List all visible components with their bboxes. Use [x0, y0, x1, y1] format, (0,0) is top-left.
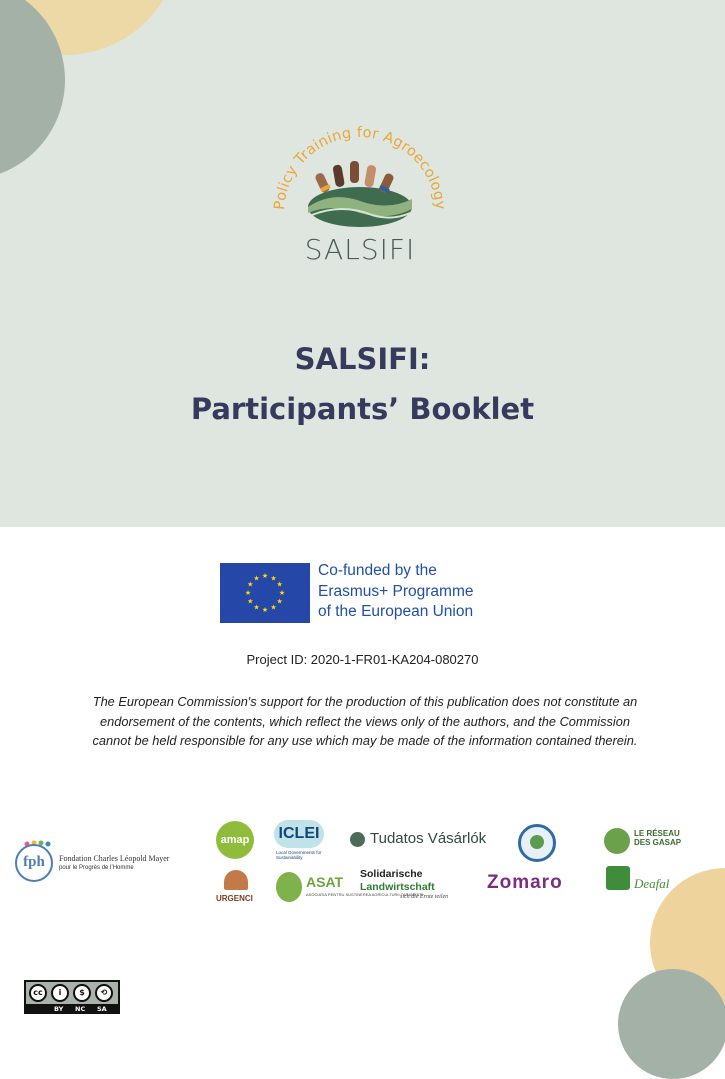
- eu-flag-icon: [220, 563, 310, 623]
- partner-logo-iclei: [274, 820, 332, 862]
- hands-icon: [530, 835, 544, 849]
- salsifi-logo: [262, 103, 458, 273]
- tudatos-name: Tudatos Vásárlók: [370, 830, 487, 847]
- salsifi-logo-emblem: [262, 103, 458, 233]
- page-title: [0, 334, 725, 434]
- partner-logo-fph: [15, 840, 190, 886]
- noncommercial-icon: $: [73, 984, 91, 1002]
- asat-sub: ASOCIATIA PENTRU SUSTINEREA AGRICULTURII TARANESTI: [306, 892, 423, 897]
- partner-logo-round-seal: [518, 824, 556, 862]
- svg-text:★: ★: [270, 574, 277, 583]
- eu-funding-block: [220, 561, 520, 625]
- urgenci-name: URGENCI: [216, 894, 253, 903]
- logo-arc-text: Policy Training for Agroecology: [271, 124, 449, 211]
- partner-logo-tudatos: [350, 830, 500, 852]
- basket-icon: [350, 832, 365, 847]
- cc-icon: cc: [29, 984, 47, 1002]
- svg-text:★: ★: [276, 580, 283, 589]
- hand-icon: [276, 872, 302, 902]
- cc-label-by: BY: [54, 1005, 64, 1013]
- svg-text:★: ★: [247, 597, 254, 606]
- deafal-name: Deafal: [634, 876, 670, 891]
- svg-text:★: ★: [278, 589, 286, 597]
- svg-text:★: ★: [253, 603, 260, 612]
- eu-line-2: Erasmus+ Programme: [318, 582, 474, 600]
- partner-logo-amap: amap: [216, 821, 254, 859]
- project-id: Project ID: 2020-1-FR01-KA204-080270: [246, 652, 479, 667]
- cover-panel: [0, 0, 725, 527]
- cc-license-labels: [26, 1004, 118, 1014]
- iclei-name: ICLEI: [274, 820, 324, 848]
- eu-funding-text: [318, 561, 518, 623]
- svg-text:★: ★: [244, 589, 252, 597]
- leaf-icon: [604, 828, 630, 854]
- fph-sub: pour le Progrès de l’Homme: [59, 865, 134, 871]
- cc-label-nc: NC: [75, 1005, 86, 1013]
- title-line-1: SALSIFI:: [294, 342, 431, 376]
- spiral-icon: [606, 866, 630, 890]
- partner-logo-urgenci: [216, 870, 256, 906]
- asat-name: ASAT: [306, 874, 344, 890]
- svg-text:★: ★: [247, 580, 254, 589]
- fph-mark: fph: [15, 844, 53, 882]
- eu-line-1: Co-funded by the: [318, 562, 437, 579]
- svg-text:★: ★: [276, 597, 283, 606]
- disclaimer: The European Commission's support for the production of this publication does not constitute an endorsement of the contents, which reflect the views only of the authors, and the Commission cannot be held responsible for any use which may be made of the information contained therein.: [92, 694, 638, 749]
- fph-name: Fondation Charles Léopold Mayer: [59, 854, 170, 863]
- decorative-circle-grey-bottom: [618, 969, 725, 1079]
- cc-license-badge: [24, 980, 120, 1014]
- svg-text:★: ★: [253, 574, 260, 583]
- solawi-line-1: Solidarische: [360, 868, 423, 880]
- attribution-icon: i: [51, 984, 69, 1002]
- partner-logo-solawi: [360, 868, 470, 902]
- partner-logo-gasap: [604, 826, 694, 856]
- iclei-sub: Local Governments for Sustainability: [276, 850, 322, 860]
- svg-text:★: ★: [270, 603, 277, 612]
- urgenci-icon: [224, 870, 248, 890]
- cc-license-top: [26, 982, 118, 1004]
- sharealike-icon: ⟲: [95, 984, 113, 1002]
- svg-text:★: ★: [261, 572, 269, 580]
- zomaro-name: Zomaro: [487, 872, 563, 893]
- svg-text:★: ★: [261, 606, 269, 614]
- solawi-line-2: Landwirtschaft: [360, 881, 435, 893]
- eu-line-3: of the European Union: [318, 603, 474, 620]
- title-line-2: Participants’ Booklet: [190, 392, 535, 426]
- logo-name: SALSIFI: [304, 233, 416, 266]
- partner-logo-zomaro: [487, 872, 587, 900]
- solawi-tagline: sich die Ernte teilen: [400, 894, 449, 900]
- cc-label-sa: SA: [97, 1005, 107, 1013]
- gasap-name: LE RÉSEAU DES GASAP: [634, 829, 682, 847]
